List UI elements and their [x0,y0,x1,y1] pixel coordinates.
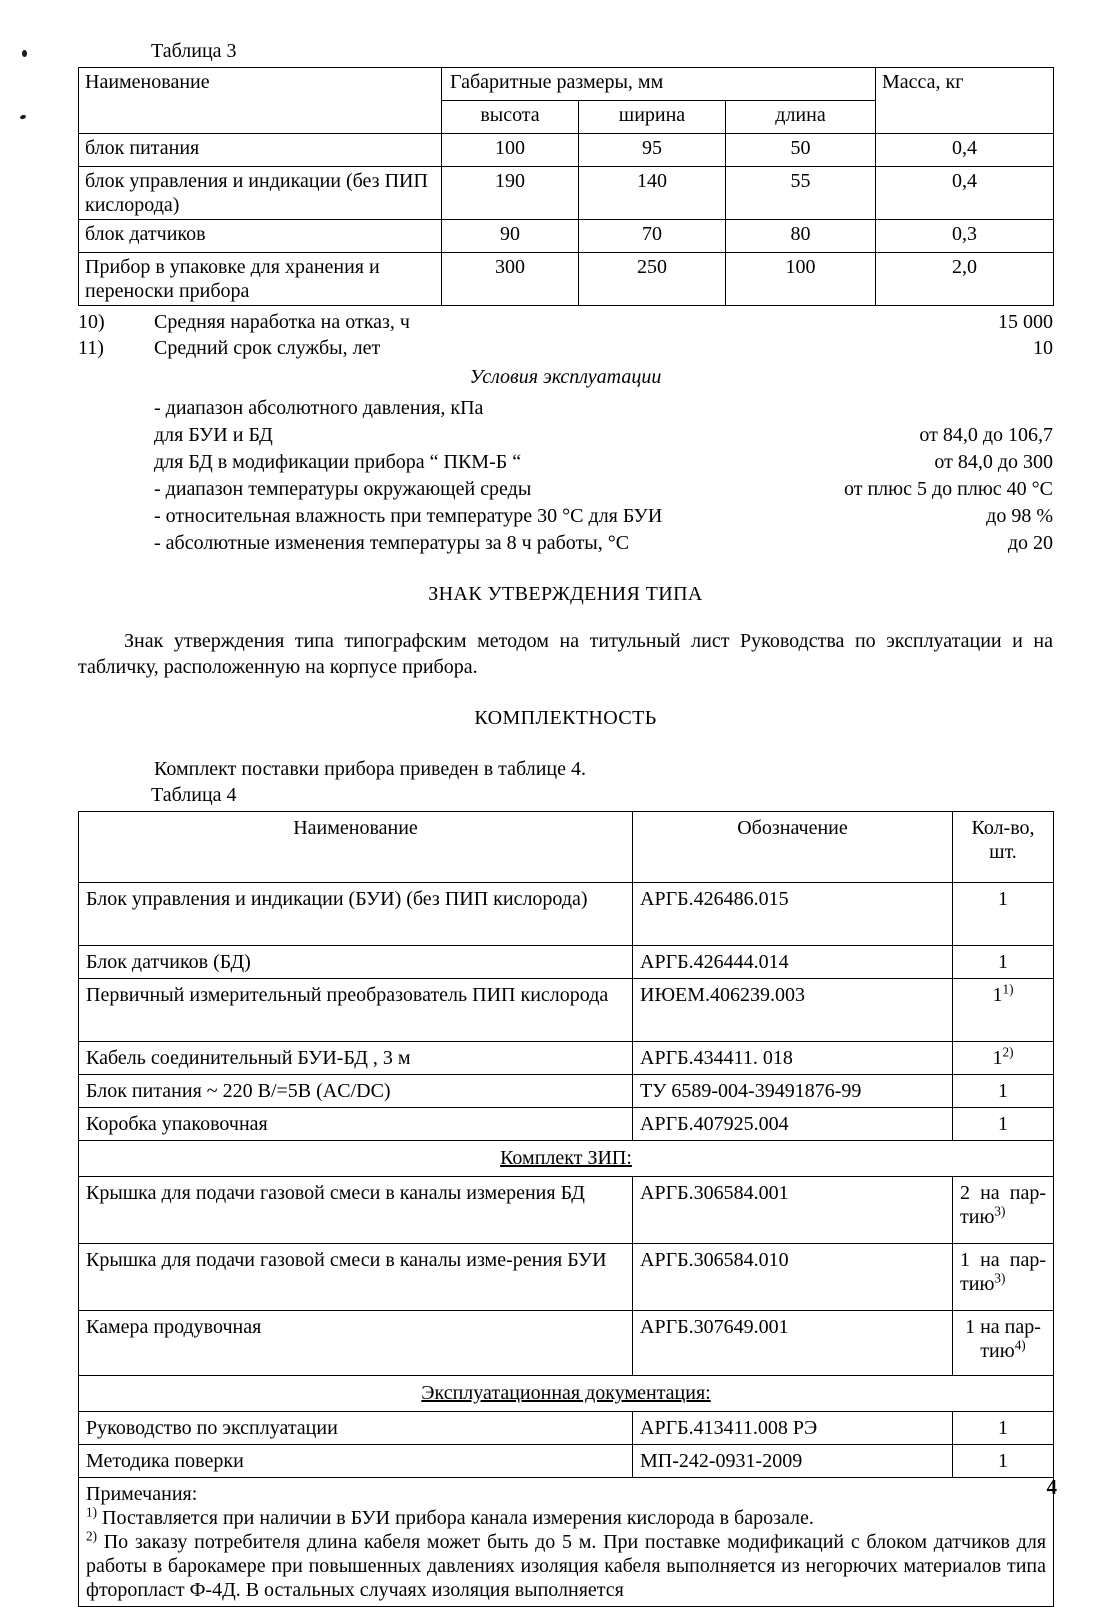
table4-cell-qty: 1 [953,882,1054,945]
list-item-value: 15 000 [998,311,1053,333]
note-text: Поставляется при наличии в БУИ прибора канала измерения кислорода в барозале. [102,1506,814,1529]
table4-cell-qty: 1 [953,1444,1054,1477]
table3-cell-mass: 0,3 [876,220,1054,253]
heading-completeness: КОМПЛЕКТНОСТЬ [474,706,657,729]
note-item [86,1530,1046,1602]
table4-cell-designation: АРГБ.407925.004 [633,1107,953,1140]
table4-cell-qty: 1 [953,1107,1054,1140]
table3-cell-length: 80 [726,220,876,253]
qty-value: 2 на пар-тию [960,1181,1046,1228]
table4-header-row [79,811,1054,882]
scan-artifact-speck [20,114,27,120]
table4-cell-qty [953,1310,1054,1375]
table3-cell-name: блок управления и индикации (без ПИП кислорода) [79,167,442,220]
table4-caption: Таблица 4 [151,783,237,806]
table4-header-qty [953,811,1054,882]
table4-cell-qty: 1 [953,1411,1054,1444]
list-item-label: Средняя наработка на отказ, ч [154,311,410,333]
table4-cell-name: Крышка для подачи газовой смеси в каналы изме-рения БУИ [79,1243,633,1310]
condition-label: для БД в модификации прибора “ ПКМ-Б “ [154,450,522,473]
table3-cell-mass: 0,4 [876,167,1054,220]
qty-footnote-marker: 1) [1002,981,1014,997]
condition-value: от плюс 5 до плюс 40 °С [844,477,1053,500]
table4-cell-designation: ТУ 6589-004-39491876-99 [633,1074,953,1107]
condition-value: до 20 [1007,531,1053,554]
table3-header-length: длина [726,101,876,134]
condition-row [154,476,1053,503]
table3-header-height: высота [442,101,579,134]
table-row [79,1176,1054,1243]
table4-cell-qty [953,1243,1054,1310]
table-row [79,220,1054,253]
condition-label: для БУИ и БД [154,423,273,446]
table-row [79,882,1054,945]
table4-header-designation: Обозначение [633,811,953,882]
table4-cell-name: Методика поверки [79,1444,633,1477]
table3-cell-height: 190 [442,167,579,220]
table4-cell-name: Крышка для подачи газовой смеси в каналы измерения БД [79,1176,633,1243]
table4-cell-name: Камера продувочная [79,1310,633,1375]
table4-cell-designation: АРГБ.307649.001 [633,1310,953,1375]
qty-footnote-marker: 4) [1014,1337,1026,1353]
condition-row [154,530,1053,557]
table4-header-name: Наименование [79,811,633,882]
table3-cell-mass: 2,0 [876,253,1054,306]
table-row [79,1411,1054,1444]
qty-value: 1 [992,1046,1003,1069]
table4-cell-qty [953,1176,1054,1243]
table-row [79,1074,1054,1107]
table3-cell-width: 140 [579,167,726,220]
table4-cell-name: Коробка упаковочная [79,1107,633,1140]
qty-footnote-marker: 2) [1002,1044,1014,1060]
table-row [79,1041,1054,1074]
operating-conditions-list [154,395,1053,557]
table3-cell-name: Прибор в упаковке для хранения и переноски прибора [79,253,442,306]
table4-cell-qty [953,1041,1054,1074]
page-number: 4 [1046,1475,1057,1499]
table4-cell-name: Блок управления и индикации (БУИ) (без ПИП кислорода) [79,882,633,945]
table-4-delivery-set [78,811,1054,1607]
table3-cell-name: блок датчиков [79,220,442,253]
condition-value: от 84,0 до 300 [934,450,1053,473]
note-item [86,1506,1046,1530]
list-item-label: Средний срок службы, лет [154,337,381,360]
table3-cell-width: 95 [579,134,726,167]
condition-row [154,395,1053,422]
table3-header-mass: Масса, кг [876,68,1054,134]
table4-cell-qty: 1 [953,945,1054,978]
note-text: По заказу потребителя длина кабеля может быть до 5 м. При поставке модификаций с блоком датчиков для работы в барокамере при повышенных давлениях изоляция кабеля выполняется из негорючих материалов типа фторопласт Ф-4Д. В остальных случаях изоляция выполняется [86,1530,1047,1601]
notes-title: Примечания: [86,1482,198,1505]
list-item [78,309,1053,335]
table-row [79,1444,1054,1477]
table-3-dimensions [78,67,1054,306]
table4-group-header-zip [79,1140,1054,1176]
table4-cell-name: Блок датчиков (БД) [79,945,633,978]
list-item [78,335,1053,361]
table3-cell-width: 70 [579,220,726,253]
table3-cell-length: 100 [726,253,876,306]
table-row [79,167,1054,220]
table3-header-width: ширина [579,101,726,134]
table4-cell-designation: АРГБ.306584.010 [633,1243,953,1310]
table4-cell-designation: АРГБ.434411. 018 [633,1041,953,1074]
list-item-index: 11) [78,337,104,360]
table3-header-dimensions-group: Габаритные размеры, мм [442,68,876,101]
table4-cell-name: Руководство по эксплуатации [79,1411,633,1444]
table4-cell-qty [953,978,1054,1041]
table4-group-header-operational-docs [79,1375,1054,1411]
table-group-row [79,1375,1054,1411]
list-item-index: 10) [78,311,105,333]
table3-caption: Таблица 3 [151,40,237,62]
table-row [79,1310,1054,1375]
table3-cell-length: 50 [726,134,876,167]
list-item-value: 10 [1033,337,1053,360]
condition-value: до 98 % [986,504,1053,527]
table-notes-row [79,1477,1054,1606]
table4-header-qty-line1: Кол-во, [971,816,1035,839]
paragraph-type-approval-mark [78,628,1053,681]
table-row [79,945,1054,978]
table-group-row [79,1140,1054,1176]
page-content [78,40,1053,1607]
table3-cell-height: 300 [442,253,579,306]
table4-cell-name: Первичный измерительный преобразователь ПИП кислорода [79,978,633,1041]
table4-cell-qty: 1 [953,1074,1054,1107]
table4-cell-name: Блок питания ~ 220 В/=5В (AC/DC) [79,1074,633,1107]
scan-artifact-speck [22,50,27,57]
table4-cell-designation: АРГБ.413411.008 РЭ [633,1411,953,1444]
condition-label: - диапазон абсолютного давления, кПа [154,396,484,419]
table4-cell-designation: МП-242-0931-2009 [633,1444,953,1477]
condition-row [154,503,1053,530]
paragraph-text: Знак утверждения типа типографским методом на титульный лист Руководства по эксплуатации и на табличку, расположенную на корпусе прибора. [78,629,1053,679]
table-row [79,253,1054,306]
paragraph-completeness: Комплект поставки прибора приведен в таблице 4. [154,757,586,780]
qty-value: 1 [992,983,1003,1006]
table4-cell-designation: АРГБ.426444.014 [633,945,953,978]
qty-value: 1 на пар-тию [965,1315,1041,1362]
table4-cell-designation: АРГБ.426486.015 [633,882,953,945]
qty-footnote-marker: 3) [994,1270,1006,1286]
numbered-items-list [78,309,1053,362]
note-marker: 1) [86,1504,97,1520]
table-row [79,134,1054,167]
table3-header-name: Наименование [79,68,442,134]
operating-conditions-title: Условия эксплуатации [469,365,662,388]
condition-label: - относительная влажность при температуре 30 °С для БУИ [154,504,663,527]
table4-cell-designation: ИЮЕМ.406239.003 [633,978,953,1041]
table4-cell-designation: АРГБ.306584.001 [633,1176,953,1243]
table3-cell-name: блок питания [79,134,442,167]
qty-footnote-marker: 3) [994,1203,1006,1219]
table4-notes [79,1477,1054,1606]
table-row [79,1243,1054,1310]
table3-cell-height: 100 [442,134,579,167]
qty-value: 1 на пар-тию [960,1248,1046,1295]
condition-label: - диапазон температуры окружающей среды [154,477,532,500]
table3-cell-length: 55 [726,167,876,220]
table3-header-row-1 [79,68,1054,101]
condition-row [154,449,1053,476]
table3-cell-height: 90 [442,220,579,253]
condition-row [154,422,1053,449]
group-header-label: Эксплуатационная документация: [421,1381,711,1404]
table4-cell-name: Кабель соединительный БУИ-БД , 3 м [79,1041,633,1074]
note-marker: 2) [86,1528,97,1544]
group-header-label: Комплект ЗИП: [500,1146,632,1169]
table3-cell-mass: 0,4 [876,134,1054,167]
table3-cell-width: 250 [579,253,726,306]
table4-header-qty-line2: шт. [989,840,1017,863]
heading-type-approval-mark: ЗНАК УТВЕРЖДЕНИЯ ТИПА [428,582,703,605]
table-row [79,978,1054,1041]
condition-value: от 84,0 до 106,7 [919,423,1053,446]
table-row [79,1107,1054,1140]
condition-label: - абсолютные изменения температуры за 8 ч работы, °С [154,531,630,554]
